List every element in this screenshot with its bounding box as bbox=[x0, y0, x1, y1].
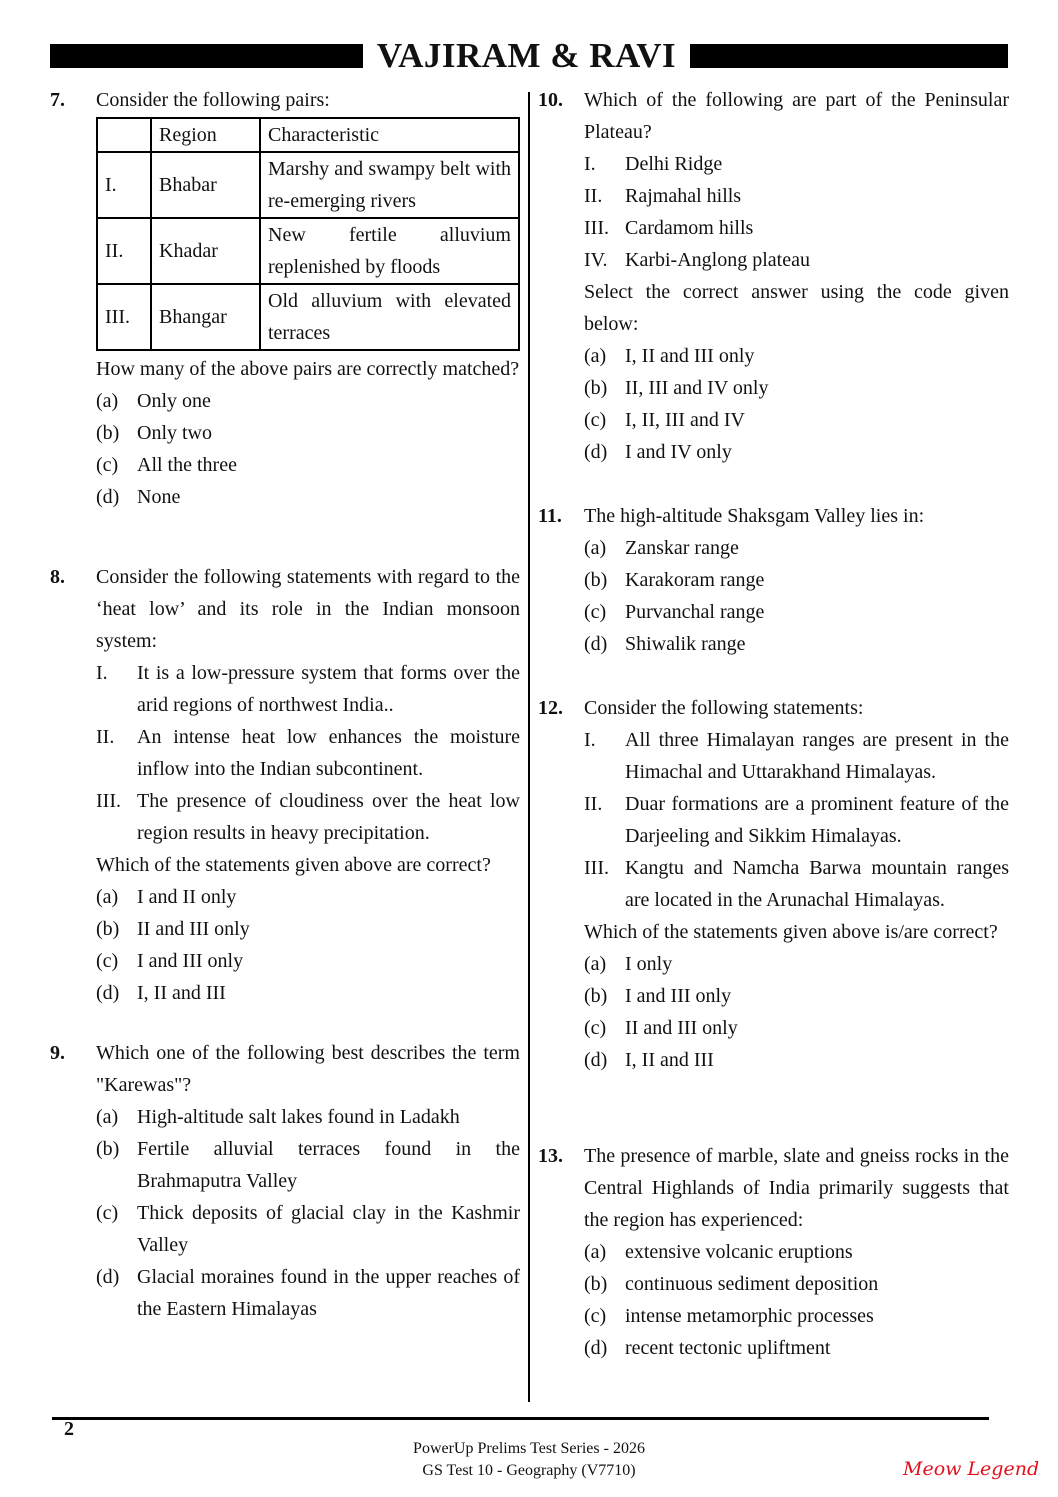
option-label: (a) bbox=[584, 537, 607, 559]
option-label: (d) bbox=[96, 1266, 120, 1288]
option-label: (d) bbox=[584, 1049, 608, 1071]
table-header-cell: Region bbox=[151, 118, 260, 152]
answer-option bbox=[584, 1300, 1009, 1332]
answer-option bbox=[96, 1101, 520, 1133]
answer-option bbox=[584, 372, 1009, 404]
question-number: 10. bbox=[538, 89, 563, 111]
statement-text: Cardamom hills bbox=[625, 217, 754, 239]
answer-option bbox=[584, 436, 1009, 468]
option-label: (c) bbox=[96, 454, 119, 476]
statement-text: It is a low-pressure system that forms over the arid regions of northwest India.. bbox=[137, 662, 520, 716]
question-number: 8. bbox=[50, 566, 65, 588]
question-prompt: How many of the above pairs are correctly matched? bbox=[96, 358, 520, 380]
option-label: (c) bbox=[96, 1202, 119, 1224]
question-body bbox=[96, 1037, 520, 1325]
option-text: Zanskar range bbox=[625, 537, 739, 559]
table-row bbox=[97, 218, 519, 284]
table-cell: II. bbox=[97, 218, 151, 284]
option-text: Purvanchal range bbox=[625, 601, 765, 623]
answer-option bbox=[96, 481, 520, 513]
answer-option bbox=[96, 1197, 520, 1261]
footer-rule bbox=[52, 1417, 989, 1420]
option-text: recent tectonic upliftment bbox=[625, 1337, 831, 1359]
question-11 bbox=[538, 500, 1009, 660]
table-cell: Marshy and swampy belt with re-emerging rivers bbox=[260, 152, 519, 218]
question-stem: Consider the following statements: bbox=[584, 697, 864, 719]
question-9 bbox=[50, 1037, 520, 1325]
statement-label: III. bbox=[584, 857, 609, 879]
option-label: (b) bbox=[96, 422, 120, 444]
question-number: 9. bbox=[50, 1042, 65, 1064]
statement-label: I. bbox=[584, 729, 596, 751]
statement bbox=[584, 244, 1009, 276]
option-text: Glacial moraines found in the upper reaches of the Eastern Himalayas bbox=[137, 1266, 520, 1320]
header-bar-right bbox=[690, 44, 1008, 68]
question-13 bbox=[538, 1140, 1009, 1364]
statement-label: I. bbox=[96, 662, 108, 684]
question-stem: The high-altitude Shaksgam Valley lies in: bbox=[584, 505, 925, 527]
question-body bbox=[96, 561, 520, 1009]
table-row bbox=[97, 152, 519, 218]
option-text: II and III only bbox=[625, 1017, 738, 1039]
option-text: High-altitude salt lakes found in Ladakh bbox=[137, 1106, 460, 1128]
answer-option bbox=[96, 1133, 520, 1197]
statement bbox=[96, 721, 520, 785]
answer-option bbox=[584, 1332, 1009, 1364]
option-label: (d) bbox=[584, 1337, 608, 1359]
answer-option bbox=[96, 881, 520, 913]
option-label: (a) bbox=[96, 390, 119, 412]
question-prompt: Which of the statements given above are correct? bbox=[96, 854, 491, 876]
brand-title: VAJIRAM & RAVI bbox=[376, 36, 677, 75]
option-label: (b) bbox=[584, 985, 608, 1007]
question-12 bbox=[538, 692, 1009, 1076]
option-text: I and III only bbox=[137, 950, 244, 972]
option-text: Fertile alluvial terraces found in the Brahmaputra Valley bbox=[137, 1138, 520, 1192]
table-row bbox=[97, 284, 519, 350]
option-label: (a) bbox=[584, 953, 607, 975]
option-text: extensive volcanic eruptions bbox=[625, 1241, 853, 1263]
option-label: (c) bbox=[584, 601, 607, 623]
statement-label: IV. bbox=[584, 249, 608, 271]
option-text: intense metamorphic processes bbox=[625, 1305, 874, 1327]
footer-series: PowerUp Prelims Test Series - 2026 bbox=[413, 1440, 645, 1457]
option-text: I, II and III only bbox=[625, 345, 755, 367]
statement-label: I. bbox=[584, 153, 596, 175]
statement-text: Karbi-Anglong plateau bbox=[625, 249, 810, 271]
option-label: (d) bbox=[96, 486, 120, 508]
watermark-logo: Meow Legend bbox=[903, 1458, 1040, 1480]
option-label: (c) bbox=[96, 950, 119, 972]
statement bbox=[584, 788, 1009, 852]
statement-text: All three Himalayan ranges are present in the Himachal and Uttarakhand Himalayas. bbox=[625, 729, 1009, 783]
option-label: (d) bbox=[96, 982, 120, 1004]
option-label: (b) bbox=[584, 569, 608, 591]
answer-option bbox=[584, 1268, 1009, 1300]
table-cell: New fertile alluvium replenished by floods bbox=[260, 218, 519, 284]
statement-label: III. bbox=[584, 217, 609, 239]
option-text: All the three bbox=[137, 454, 237, 476]
question-10 bbox=[538, 84, 1009, 468]
option-text: I, II and III bbox=[137, 982, 226, 1004]
table-header-row bbox=[97, 118, 519, 152]
answer-option bbox=[584, 532, 1009, 564]
question-7 bbox=[50, 84, 520, 513]
answer-option bbox=[96, 385, 520, 417]
question-prompt: Select the correct answer using the code given below: bbox=[584, 281, 1009, 335]
answer-option bbox=[584, 628, 1009, 660]
answer-option bbox=[96, 913, 520, 945]
column-divider bbox=[528, 92, 530, 1402]
question-body bbox=[584, 692, 1009, 1076]
answer-option bbox=[584, 1044, 1009, 1076]
answer-option bbox=[584, 1236, 1009, 1268]
statement bbox=[584, 852, 1009, 916]
table-cell: Old alluvium with elevated terraces bbox=[260, 284, 519, 350]
footer-test: GS Test 10 - Geography (V7710) bbox=[422, 1462, 636, 1479]
question-number: 12. bbox=[538, 697, 563, 719]
option-label: (c) bbox=[584, 1017, 607, 1039]
option-text: II, III and IV only bbox=[625, 377, 769, 399]
table-cell: III. bbox=[97, 284, 151, 350]
option-text: None bbox=[137, 486, 181, 508]
table-cell: Bhabar bbox=[151, 152, 260, 218]
option-label: (d) bbox=[584, 633, 608, 655]
option-label: (b) bbox=[96, 1138, 120, 1160]
question-stem: Consider the following statements with regard to the ‘heat low’ and its role in the Indian monsoon system: bbox=[96, 566, 520, 652]
option-label: (b) bbox=[584, 1273, 608, 1295]
option-label: (c) bbox=[584, 1305, 607, 1327]
option-label: (a) bbox=[96, 886, 119, 908]
answer-option bbox=[584, 980, 1009, 1012]
pairs-table bbox=[96, 117, 520, 351]
option-label: (a) bbox=[584, 1241, 607, 1263]
option-text: Only two bbox=[137, 422, 212, 444]
option-text: I, II, III and IV bbox=[625, 409, 745, 431]
statement-label: II. bbox=[96, 726, 115, 748]
answer-option bbox=[96, 449, 520, 481]
statement-label: III. bbox=[96, 790, 121, 812]
option-label: (b) bbox=[584, 377, 608, 399]
option-text: I and II only bbox=[137, 886, 237, 908]
answer-option bbox=[584, 404, 1009, 436]
answer-option bbox=[584, 596, 1009, 628]
statement bbox=[584, 148, 1009, 180]
option-text: I and III only bbox=[625, 985, 732, 1007]
option-text: Karakoram range bbox=[625, 569, 765, 591]
option-label: (c) bbox=[584, 409, 607, 431]
statement-text: The presence of cloudiness over the heat low region results in heavy precipitation. bbox=[137, 790, 520, 844]
option-label: (a) bbox=[96, 1106, 119, 1128]
statement-text: Kangtu and Namcha Barwa mountain ranges are located in the Arunachal Himalayas. bbox=[625, 857, 1009, 911]
statement bbox=[584, 724, 1009, 788]
header-bar-left bbox=[50, 44, 363, 68]
table-header-cell bbox=[97, 118, 151, 152]
statement-text: Rajmahal hills bbox=[625, 185, 742, 207]
option-label: (b) bbox=[96, 918, 120, 940]
question-stem: The presence of marble, slate and gneiss rocks in the Central Highlands of India primarily suggests that the region has experienced: bbox=[584, 1145, 1009, 1231]
question-stem: Which of the following are part of the Peninsular Plateau? bbox=[584, 89, 1009, 143]
question-number: 7. bbox=[50, 89, 65, 111]
statement bbox=[96, 657, 520, 721]
statement-text: An intense heat low enhances the moisture inflow into the Indian subcontinent. bbox=[137, 726, 520, 780]
question-body bbox=[584, 500, 1009, 660]
question-8 bbox=[50, 561, 520, 1009]
option-text: II and III only bbox=[137, 918, 250, 940]
statement-label: II. bbox=[584, 793, 603, 815]
question-number: 11. bbox=[538, 505, 562, 527]
answer-option bbox=[96, 417, 520, 449]
table-cell: Khadar bbox=[151, 218, 260, 284]
question-stem: Which one of the following best describes the term "Karewas"? bbox=[96, 1042, 520, 1096]
answer-option bbox=[584, 564, 1009, 596]
page-number: 2 bbox=[64, 1418, 74, 1440]
option-text: I only bbox=[625, 953, 673, 975]
question-body bbox=[584, 84, 1009, 468]
question-stem: Consider the following pairs: bbox=[96, 89, 330, 111]
question-body bbox=[584, 1140, 1009, 1364]
answer-option bbox=[96, 977, 520, 1009]
option-label: (a) bbox=[584, 345, 607, 367]
question-number: 13. bbox=[538, 1145, 563, 1167]
statement-label: II. bbox=[584, 185, 603, 207]
statement-text: Delhi Ridge bbox=[625, 153, 723, 175]
option-text: continuous sediment deposition bbox=[625, 1273, 879, 1295]
answer-option bbox=[584, 1012, 1009, 1044]
table-cell: I. bbox=[97, 152, 151, 218]
statement-text: Duar formations are a prominent feature of the Darjeeling and Sikkim Himalayas. bbox=[625, 793, 1009, 847]
option-label: (d) bbox=[584, 441, 608, 463]
option-text: Only one bbox=[137, 390, 211, 412]
statement bbox=[584, 180, 1009, 212]
answer-option bbox=[96, 945, 520, 977]
table-cell: Bhangar bbox=[151, 284, 260, 350]
answer-option bbox=[584, 340, 1009, 372]
option-text: I, II and III bbox=[625, 1049, 714, 1071]
statement bbox=[96, 785, 520, 849]
option-text: Shiwalik range bbox=[625, 633, 746, 655]
option-text: Thick deposits of glacial clay in the Kashmir Valley bbox=[137, 1202, 520, 1256]
table-header-cell: Characteristic bbox=[260, 118, 519, 152]
question-body bbox=[96, 84, 520, 513]
option-text: I and IV only bbox=[625, 441, 732, 463]
answer-option bbox=[96, 1261, 520, 1325]
answer-option bbox=[584, 948, 1009, 980]
statement bbox=[584, 212, 1009, 244]
question-prompt: Which of the statements given above is/are correct? bbox=[584, 921, 998, 943]
